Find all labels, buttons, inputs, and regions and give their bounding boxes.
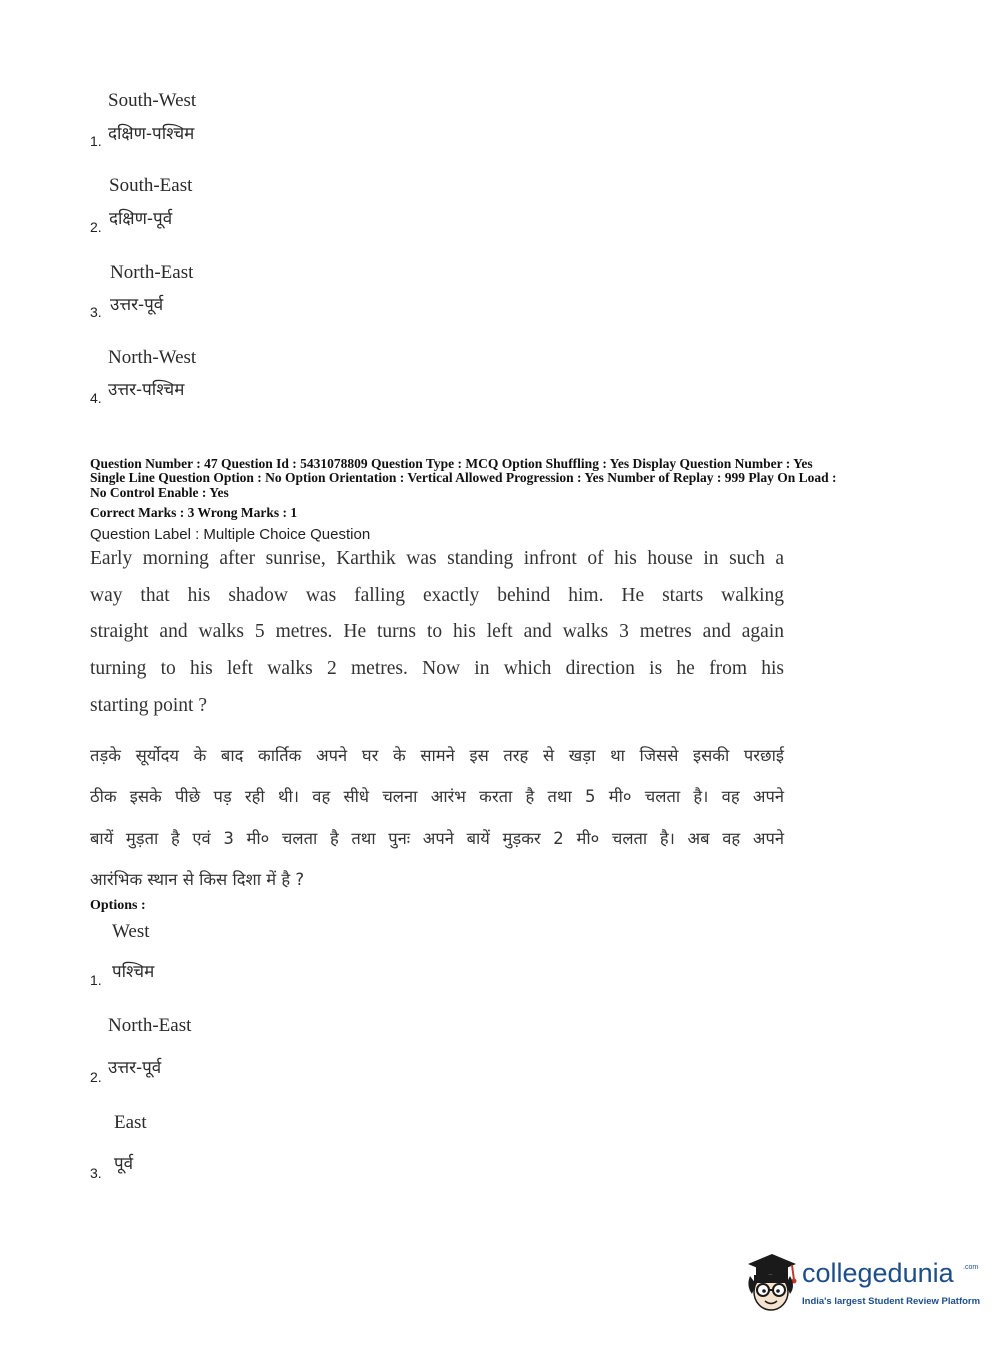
prev-option-3-hi: उत्तर-पूर्व xyxy=(110,295,164,315)
options-heading: Options : xyxy=(90,898,146,913)
prev-option-2-en: South-East xyxy=(109,175,193,196)
question-label: Question Label : Multiple Choice Question xyxy=(90,526,371,543)
question-en-line-2: way that his shadow was falling exactly behind him. He starts walking xyxy=(90,585,784,606)
question-en-line-4: turning to his left walks 2 metres. Now in which direction is he from his xyxy=(90,658,784,679)
prev-option-1-number: 1. xyxy=(90,133,102,149)
prev-option-3-number: 3. xyxy=(90,304,102,320)
question-hi-line-4: आरंभिक स्थान से किस दिशा में है ? xyxy=(90,870,305,889)
prev-option-1-en: South-West xyxy=(108,90,197,111)
marks-line: Correct Marks : 3 Wrong Marks : 1 xyxy=(90,505,298,520)
prev-option-1-hi: दक्षिण-पश्चिम xyxy=(108,124,195,144)
option-3-en: East xyxy=(114,1112,147,1133)
question-en-line-3: straight and walks 5 metres. He turns to his left and walks 3 metres and again xyxy=(90,621,784,642)
graduate-mascot-icon xyxy=(742,1250,800,1316)
metadata-line-2: Single Line Question Option : No Option Orientation : Vertical Allowed Progression : Yes Number of Replay : 999 Play On Load : xyxy=(90,470,837,485)
logo-domain-suffix: .com xyxy=(963,1264,979,1271)
logo-tagline: India's largest Student Review Platform xyxy=(802,1296,981,1307)
option-1-hi: पश्चिम xyxy=(112,962,155,982)
option-3-number: 3. xyxy=(90,1165,102,1181)
logo-wordmark: collegedunia xyxy=(802,1258,954,1288)
prev-option-3-en: North-East xyxy=(110,262,194,283)
question-hi-line-1: तड़के सूर्योदय के बाद कार्तिक अपने घर के सामने इस तरह से खड़ा था जिससे इसकी परछाई xyxy=(90,746,784,765)
prev-option-2-number: 2. xyxy=(90,219,102,235)
prev-option-4-en: North-West xyxy=(108,347,197,368)
question-hi-line-2: ठीक इसके पीछे पड़ रही थी। वह सीधे चलना आरंभ करता है तथा 5 मी० चलता है। वह अपने xyxy=(90,787,784,806)
option-2-en: North-East xyxy=(108,1015,192,1036)
question-en-line-5: starting point ? xyxy=(90,695,207,716)
question-en-line-1: Early morning after sunrise, Karthik was standing infront of his house in such a xyxy=(90,548,784,569)
prev-option-4-hi: उत्तर-पश्चिम xyxy=(108,380,185,400)
option-2-hi: उत्तर-पूर्व xyxy=(108,1058,162,1078)
metadata-line-3: No Control Enable : Yes xyxy=(90,485,229,500)
option-3-hi: पूर्व xyxy=(114,1154,134,1174)
option-1-number: 1. xyxy=(90,972,102,988)
option-1-en: West xyxy=(112,921,150,942)
metadata-line-1: Question Number : 47 Question Id : 5431078809 Question Type : MCQ Option Shuffling : Yes Display Question Number : Yes xyxy=(90,456,813,471)
prev-option-4-number: 4. xyxy=(90,390,102,406)
prev-option-2-hi: दक्षिण-पूर्व xyxy=(109,209,173,229)
question-hi-line-3: बायें मुड़ता है एवं 3 मी० चलता है तथा पुनः अपने बायें मुड़कर 2 मी० चलता है। अब वह अपने xyxy=(90,829,784,848)
option-2-number: 2. xyxy=(90,1069,102,1085)
collegedunia-logo[interactable] xyxy=(742,1250,981,1316)
